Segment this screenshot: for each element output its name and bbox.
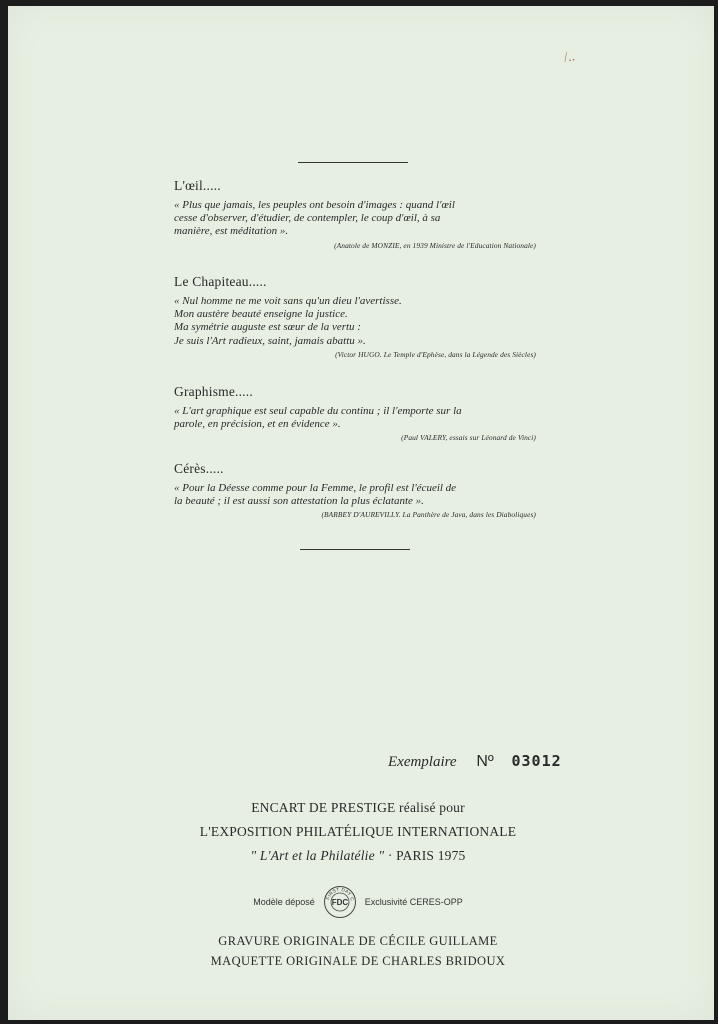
- logo-arc-text: FIRST DAY C: [325, 886, 355, 902]
- quote-line: parole, en précision, et en évidence ».: [174, 418, 341, 431]
- section-heading: L'œil.....: [174, 178, 221, 193]
- corner-pencil-mark: /..: [562, 49, 577, 66]
- quote-line: cesse d'observer, d'étudier, de contempler, le coup d'œil, à sa: [174, 212, 441, 225]
- section-quote: [174, 295, 536, 348]
- quote-line: « Pour la Déesse comme pour la Femme, le profil est l'écueil de: [174, 482, 457, 494]
- section-graphisme: [174, 384, 536, 442]
- section-heading: Cérès.....: [174, 461, 224, 476]
- logo-letters: FDC: [331, 898, 348, 907]
- footer-line-1: ENCART DE PRESTIGE réalisé pour: [251, 800, 465, 815]
- quote-line: « L'art graphique est seul capable du continu ; il l'emporte sur la: [174, 405, 462, 417]
- quote-line: Je suis l'Art radieux, saint, jamais abattu ».: [174, 334, 366, 347]
- quote-line: « Plus que jamais, les peuples ont besoin d'images : quand l'œil: [174, 199, 455, 211]
- section-oeil: [174, 178, 536, 250]
- exemplaire-number: [388, 752, 628, 771]
- model-row: [208, 882, 508, 922]
- section-chapiteau: [174, 274, 536, 359]
- quote-source: (Anatole de MONZIE, en 1939 Ministre de l'Education Nationale): [334, 240, 536, 250]
- exhibition-place: · PARIS 1975: [384, 848, 466, 863]
- quote-line: la beauté ; il est aussi son attestation la plus éclatante ».: [174, 495, 424, 508]
- top-divider: [298, 162, 408, 163]
- document-sheet: [8, 6, 714, 1020]
- section-quote: [174, 405, 536, 431]
- section-heading: Le Chapiteau.....: [174, 274, 267, 289]
- quote-source: (Paul VALERY, essais sur Léonard de Vinci): [401, 433, 536, 443]
- quote-line: « Nul homme ne me voit sans qu'un dieu l'avertisse.: [174, 295, 402, 307]
- quote-line: manière, est méditation ».: [174, 225, 289, 238]
- bottom-divider: [300, 549, 410, 550]
- section-heading: Graphisme.....: [174, 384, 253, 399]
- footer-line-2: L'EXPOSITION PHILATÉLIQUE INTERNATIONALE: [199, 824, 517, 839]
- exclusivite-label: Exclusivité CERES-OPP: [364, 897, 463, 907]
- quote-source: (Victor HUGO. Le Temple d'Ephèse, dans la Légende des Siècles): [335, 349, 536, 359]
- footer-line-5: MAQUETTE ORIGINALE DE CHARLES BRIDOUX: [210, 954, 506, 968]
- quote-source: (BARBEY D'AUREVILLY. La Panthère de Java, dans les Diaboliques): [321, 510, 536, 520]
- footer-line-3: [68, 848, 648, 864]
- serial-number: 03012: [511, 752, 562, 770]
- section-ceres: [174, 461, 536, 519]
- quote-line: Mon austère beauté enseigne la justice.: [174, 308, 348, 321]
- model-depose-label: Modèle déposé: [253, 897, 315, 907]
- exhibition-title: " L'Art et la Philatélie ": [250, 848, 385, 863]
- section-quote: [174, 482, 536, 508]
- quote-line: Ma symétrie auguste est sœur de la vertu :: [174, 321, 361, 334]
- exemplaire-label: Exemplaire: [388, 754, 457, 770]
- fdc-logo-icon: [323, 885, 357, 919]
- numero-sign: Nº: [476, 753, 494, 770]
- section-quote: [174, 199, 536, 239]
- footer-line-4: GRAVURE ORIGINALE DE CÉCILE GUILLAME: [218, 934, 498, 948]
